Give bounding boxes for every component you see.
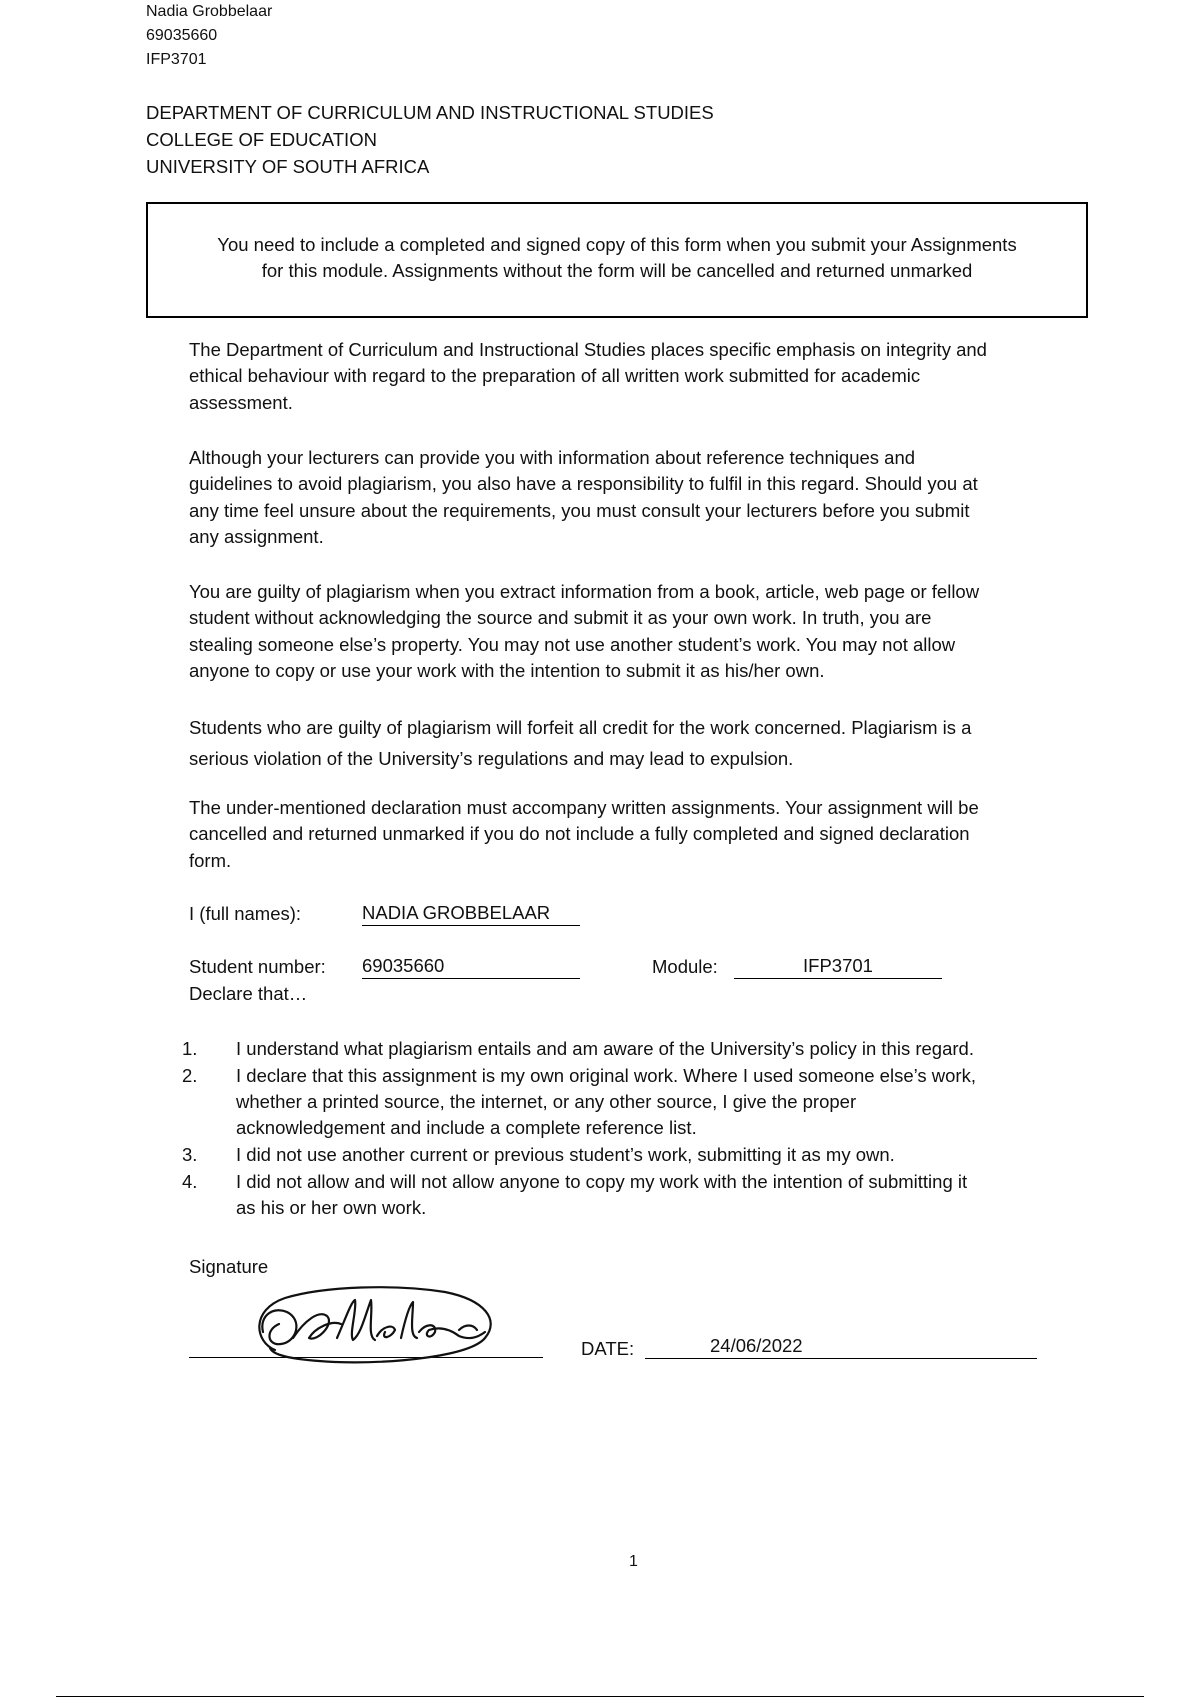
list-item-number: 1. (182, 1038, 198, 1059)
full-names-field[interactable] (362, 901, 580, 926)
university-title: UNIVERSITY OF SOUTH AFRICA (146, 156, 430, 177)
full-names-value: NADIA GROBBELAAR (362, 902, 551, 923)
paragraph-plagiarism-definition (189, 579, 1089, 685)
student-name: Nadia Grobbelaar (146, 3, 273, 20)
list-item-text: I did not allow and will not allow anyone to copy my work with the intention of submitting it (236, 1171, 968, 1192)
module-value: IFP3701 (803, 955, 873, 976)
paragraph-line: Although your lecturers can provide you with information about reference techniques and (189, 447, 916, 468)
paragraph-line: anyone to copy or use your work with the intention to submit it as his/her own. (189, 660, 825, 682)
paragraph-line: stealing someone else’s property. You may not use another student’s work. You may not allow (189, 633, 956, 655)
list-item-text: acknowledgement and include a complete reference list. (236, 1117, 697, 1138)
handwritten-signature (245, 1280, 505, 1370)
signature-label: Signature (189, 1256, 269, 1277)
list-item-number: 2. (182, 1065, 198, 1086)
department-title: DEPARTMENT OF CURRICULUM AND INSTRUCTIONAL STUDIES (146, 102, 714, 123)
notice-line-1: You need to include a completed and signed copy of this form when you submit your Assignments (217, 234, 1017, 255)
full-names-label: I (full names): (189, 903, 302, 924)
notice-line-2: for this module. Assignments without the form will be cancelled and returned unmarked (261, 260, 973, 281)
paragraph-responsibility (189, 445, 1089, 551)
list-item-text: I did not use another current or previous student’s work, submitting it as my own. (236, 1144, 895, 1165)
paragraph-line: cancelled and returned unmarked if you do not include a fully completed and signed declaration (189, 823, 970, 845)
date-label: DATE: (581, 1338, 635, 1359)
notice-box (146, 202, 1088, 318)
module-code-header: IFP3701 (146, 51, 207, 68)
college-title: COLLEGE OF EDUCATION (146, 129, 377, 150)
student-number-label: Student number: (189, 956, 326, 977)
paragraph-line: ethical behaviour with regard to the preparation of all written work submitted for academic (189, 365, 921, 387)
declaration-list (0, 1036, 1200, 1226)
list-item-text: I understand what plagiarism entails and am aware of the University’s policy in this regard. (236, 1038, 974, 1059)
date-value: 24/06/2022 (710, 1335, 803, 1356)
paragraph-line: The Department of Curriculum and Instructional Studies places specific emphasis on integrity and (189, 339, 987, 360)
paragraph-line: assessment. (189, 391, 293, 413)
paragraph-line: serious violation of the University’s regulations and may lead to expulsion. (189, 748, 794, 769)
student-number-header: 69035660 (146, 27, 218, 44)
list-item-number: 4. (182, 1171, 198, 1192)
date-line[interactable] (645, 1358, 1037, 1359)
paragraph-line: You are guilty of plagiarism when you extract information from a book, article, web page or fellow (189, 581, 980, 602)
student-number-field[interactable] (362, 954, 580, 979)
paragraph-line: form. (189, 849, 232, 871)
list-item-number: 3. (182, 1144, 198, 1165)
declare-label: Declare that… (189, 983, 308, 1004)
paragraph-line: student without acknowledging the source and submit it as your own work. In truth, you are (189, 607, 932, 629)
paragraph-line: any assignment. (189, 526, 324, 548)
list-item-text: as his or her own work. (236, 1197, 427, 1218)
page-number: 1 (629, 1553, 638, 1570)
paragraph-line: The under-mentioned declaration must accompany written assignments. Your assignment will be (189, 797, 979, 818)
paragraph-declaration-requirement (189, 795, 1089, 874)
module-field[interactable] (734, 954, 942, 979)
page-bottom-rule (56, 1696, 1144, 1697)
paragraph-line: Students who are guilty of plagiarism will forfeit all credit for the work concerned. Plagiarism is a (189, 717, 972, 738)
paragraph-line: guidelines to avoid plagiarism, you also have a responsibility to fulfil in this regard. Should you at (189, 473, 978, 495)
student-number-value: 69035660 (362, 955, 445, 976)
paragraph-line: any time feel unsure about the requirements, you must consult your lecturers before you submit (189, 499, 970, 521)
module-label: Module: (652, 956, 718, 977)
paragraph-integrity (189, 337, 1089, 416)
paragraph-consequences (189, 712, 1089, 774)
list-item-text: whether a printed source, the internet, or any other source, I give the proper (236, 1091, 857, 1112)
list-item-text: I declare that this assignment is my own original work. Where I used someone else’s work, (236, 1065, 976, 1086)
